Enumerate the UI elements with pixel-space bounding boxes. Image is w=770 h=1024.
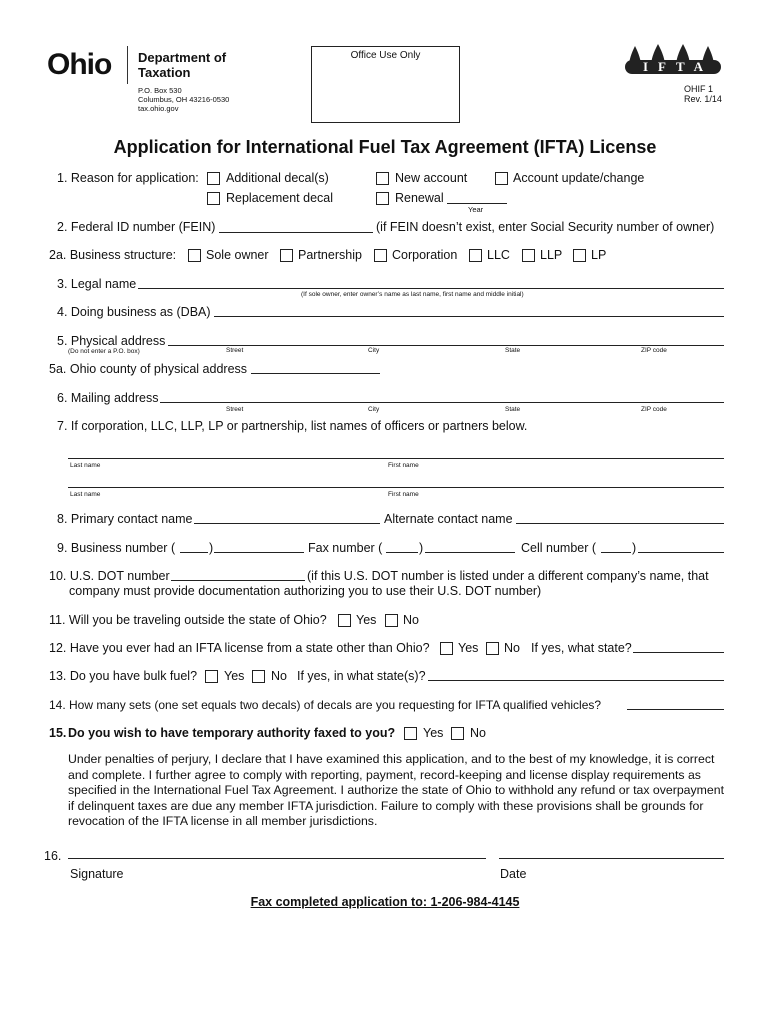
dept-name-line1: Department of bbox=[138, 50, 227, 65]
fax-number-field[interactable] bbox=[425, 552, 515, 553]
checkbox-q12-yes[interactable] bbox=[440, 642, 453, 655]
checkbox-additional-decals[interactable] bbox=[207, 172, 220, 185]
fax-instructions: Fax completed application to: 1-206-984-4145 bbox=[250, 895, 520, 909]
label-renewal: Renewal bbox=[395, 191, 444, 205]
logo-divider bbox=[127, 46, 128, 84]
renewal-year-field[interactable] bbox=[447, 203, 507, 204]
cell-paren: ) bbox=[632, 541, 637, 555]
label-partnership: Partnership bbox=[298, 248, 362, 262]
q11-label: 11. Will you be traveling outside the state of Ohio? bbox=[49, 613, 327, 627]
checkbox-llp[interactable] bbox=[522, 249, 535, 262]
q7-label: 7. If corporation, LLC, LLP, LP or partnership, list names of officers or partners below. bbox=[57, 419, 528, 433]
checkbox-new-account[interactable] bbox=[376, 172, 389, 185]
label-additional-decals: Additional decal(s) bbox=[226, 171, 329, 185]
q9-label: 9. Business number ( bbox=[57, 541, 176, 555]
q6-label: 6. Mailing address bbox=[57, 391, 159, 405]
cell-number-field[interactable] bbox=[638, 552, 724, 553]
declaration-line-5: revocation of the IFTA license in all member jurisdictions. bbox=[68, 814, 378, 829]
fax-paren: ) bbox=[419, 541, 424, 555]
q13-label: 13. Do you have bulk fuel? bbox=[49, 669, 198, 683]
business-number-field[interactable] bbox=[214, 552, 304, 553]
label-q13-no: No bbox=[271, 669, 287, 683]
q2-label: 2. Federal ID number (FEIN) bbox=[57, 220, 216, 234]
cell-area-code-field[interactable] bbox=[601, 552, 631, 553]
declaration-line-4: if delinquent taxes are due any member IFTA jurisdiction. Failure to comply with these provisions shall be grounds for bbox=[68, 798, 704, 813]
q14-label: 14. How many sets (one set equals two decals) of decals are you requesting for IFTA qualified vehicles? bbox=[49, 698, 602, 712]
officer-1-first-caption: First name bbox=[388, 462, 419, 469]
label-lp: LP bbox=[591, 248, 607, 262]
label-q15-no: No bbox=[470, 726, 486, 740]
legal-name-field[interactable] bbox=[138, 288, 724, 289]
decal-sets-field[interactable] bbox=[627, 709, 724, 710]
checkbox-q13-yes[interactable] bbox=[205, 670, 218, 683]
q6-street-caption: Street bbox=[226, 406, 244, 413]
label-llp: LLP bbox=[540, 248, 563, 262]
date-field[interactable] bbox=[499, 858, 724, 859]
q5-label: 5. Physical address bbox=[57, 334, 166, 348]
officer-2-last-caption: Last name bbox=[70, 491, 101, 498]
declaration-text bbox=[68, 752, 730, 830]
county-field[interactable] bbox=[251, 373, 380, 374]
checkbox-sole-owner[interactable] bbox=[188, 249, 201, 262]
checkbox-q15-yes[interactable] bbox=[404, 727, 417, 740]
checkbox-q11-no[interactable] bbox=[385, 614, 398, 627]
ifta-logo-text: IFTA bbox=[642, 59, 714, 74]
q5-zip-caption: ZIP code bbox=[641, 347, 667, 354]
q15-label: Do you wish to have temporary authority faxed to you? bbox=[68, 726, 396, 740]
q16-number: 16. bbox=[44, 849, 62, 863]
label-q11-yes: Yes bbox=[356, 613, 377, 627]
q6-zip-caption: ZIP code bbox=[641, 406, 667, 413]
officer-row-2-field[interactable] bbox=[68, 487, 724, 488]
q2-note: (if FEIN doesn’t exist, enter Social Security number of owner) bbox=[376, 220, 715, 234]
declaration-line-2: and complete. I further agree to comply with reporting, payment, record-keeping and license display requirements as bbox=[68, 767, 701, 782]
q5a-label: 5a. Ohio county of physical address bbox=[49, 362, 248, 376]
q15-number: 15. bbox=[49, 726, 67, 740]
checkbox-account-update[interactable] bbox=[495, 172, 508, 185]
checkbox-renewal[interactable] bbox=[376, 192, 389, 205]
legal-name-note: (If sole owner, enter owner’s name as last name, first name and middle initial) bbox=[301, 291, 524, 298]
q3-label: 3. Legal name bbox=[57, 277, 137, 291]
physical-address-field[interactable] bbox=[168, 345, 724, 346]
address-line-3: tax.ohio.gov bbox=[138, 104, 179, 113]
q10-label: 10. U.S. DOT number bbox=[49, 569, 170, 583]
business-paren: ) bbox=[209, 541, 214, 555]
checkbox-q11-yes[interactable] bbox=[338, 614, 351, 627]
q10-note: (if this U.S. DOT number is listed under a different company’s name, that bbox=[307, 569, 709, 583]
checkbox-corporation[interactable] bbox=[374, 249, 387, 262]
officer-2-first-caption: First name bbox=[388, 491, 419, 498]
q1-label: 1. Reason for application: bbox=[57, 171, 199, 185]
fax-area-code-field[interactable] bbox=[386, 552, 418, 553]
label-q12-no: No bbox=[504, 641, 520, 655]
checkbox-q15-no[interactable] bbox=[451, 727, 464, 740]
office-use-label: Office Use Only bbox=[350, 50, 421, 61]
ifta-logo bbox=[623, 42, 723, 78]
q5-city-caption: City bbox=[368, 347, 380, 354]
q12-state-field[interactable] bbox=[633, 652, 724, 653]
checkbox-llc[interactable] bbox=[469, 249, 482, 262]
checkbox-lp[interactable] bbox=[573, 249, 586, 262]
label-q11-no: No bbox=[403, 613, 419, 627]
declaration-line-3: specified in the International Fuel Tax Agreement. I authorize the state of Ohio to withhold any refund or tax overpayment bbox=[68, 783, 724, 798]
q4-label: 4. Doing business as (DBA) bbox=[57, 305, 211, 319]
address-line-1: P.O. Box 530 bbox=[138, 86, 182, 95]
q6-state-caption: State bbox=[505, 406, 521, 413]
q5-state-caption: State bbox=[505, 347, 521, 354]
dept-name-line2: Taxation bbox=[138, 65, 191, 80]
q8-label: 8. Primary contact name bbox=[57, 512, 193, 526]
q10-note-line2: company must provide documentation authorizing you to use their U.S. DOT number) bbox=[69, 584, 542, 598]
cell-label: Cell number ( bbox=[521, 541, 597, 555]
mailing-address-field[interactable] bbox=[160, 402, 724, 403]
form-id: OHIF 1 bbox=[684, 84, 714, 94]
label-llc: LLC bbox=[487, 248, 510, 262]
q12-label: 12. Have you ever had an IFTA license from a state other than Ohio? bbox=[49, 641, 430, 655]
q6-city-caption: City bbox=[368, 406, 380, 413]
q12-ifyes-label: If yes, what state? bbox=[531, 641, 632, 655]
label-q13-yes: Yes bbox=[224, 669, 245, 683]
officer-row-1-field[interactable] bbox=[68, 458, 724, 459]
label-replacement-decal: Replacement decal bbox=[226, 191, 334, 205]
label-corporation: Corporation bbox=[392, 248, 458, 262]
q13-ifyes-label: If yes, in what state(s)? bbox=[297, 669, 426, 683]
checkbox-q13-no[interactable] bbox=[252, 670, 265, 683]
year-caption: Year bbox=[468, 205, 484, 214]
dot-number-field[interactable] bbox=[171, 580, 305, 581]
primary-contact-field[interactable] bbox=[194, 523, 380, 524]
checkbox-replacement-decal[interactable] bbox=[207, 192, 220, 205]
address-line-2: Columbus, OH 43216-0530 bbox=[138, 95, 230, 104]
q5-street-caption: Street bbox=[226, 347, 244, 354]
declaration-line-1: Under penalties of perjury, I declare that I have examined this application, and to the best of my knowledge, it is correct bbox=[68, 752, 715, 766]
alternate-contact-field[interactable] bbox=[516, 523, 724, 524]
label-q12-yes: Yes bbox=[458, 641, 479, 655]
signature-field[interactable] bbox=[68, 858, 486, 859]
checkbox-partnership[interactable] bbox=[280, 249, 293, 262]
checkbox-q12-no[interactable] bbox=[486, 642, 499, 655]
date-caption: Date bbox=[500, 867, 527, 881]
dba-field[interactable] bbox=[214, 316, 724, 317]
fein-field[interactable] bbox=[219, 232, 373, 233]
signature-caption: Signature bbox=[70, 867, 124, 881]
alternate-contact-label: Alternate contact name bbox=[384, 512, 513, 526]
office-use-box bbox=[311, 46, 460, 123]
q13-states-field[interactable] bbox=[428, 680, 724, 681]
ohio-logo: Ohio bbox=[47, 48, 112, 81]
page-title: Application for International Fuel Tax Agreement (IFTA) License bbox=[113, 137, 657, 157]
officer-1-last-caption: Last name bbox=[70, 462, 101, 469]
q2a-label: 2a. Business structure: bbox=[49, 248, 177, 262]
form-revision: Rev. 1/14 bbox=[684, 94, 722, 104]
label-sole-owner: Sole owner bbox=[206, 248, 269, 262]
q5-note: (Do not enter a P.O. box) bbox=[68, 348, 140, 355]
label-new-account: New account bbox=[395, 171, 468, 185]
fax-label: Fax number ( bbox=[308, 541, 383, 555]
label-account-update: Account update/change bbox=[513, 171, 645, 185]
label-q15-yes: Yes bbox=[423, 726, 444, 740]
business-area-code-field[interactable] bbox=[180, 552, 208, 553]
